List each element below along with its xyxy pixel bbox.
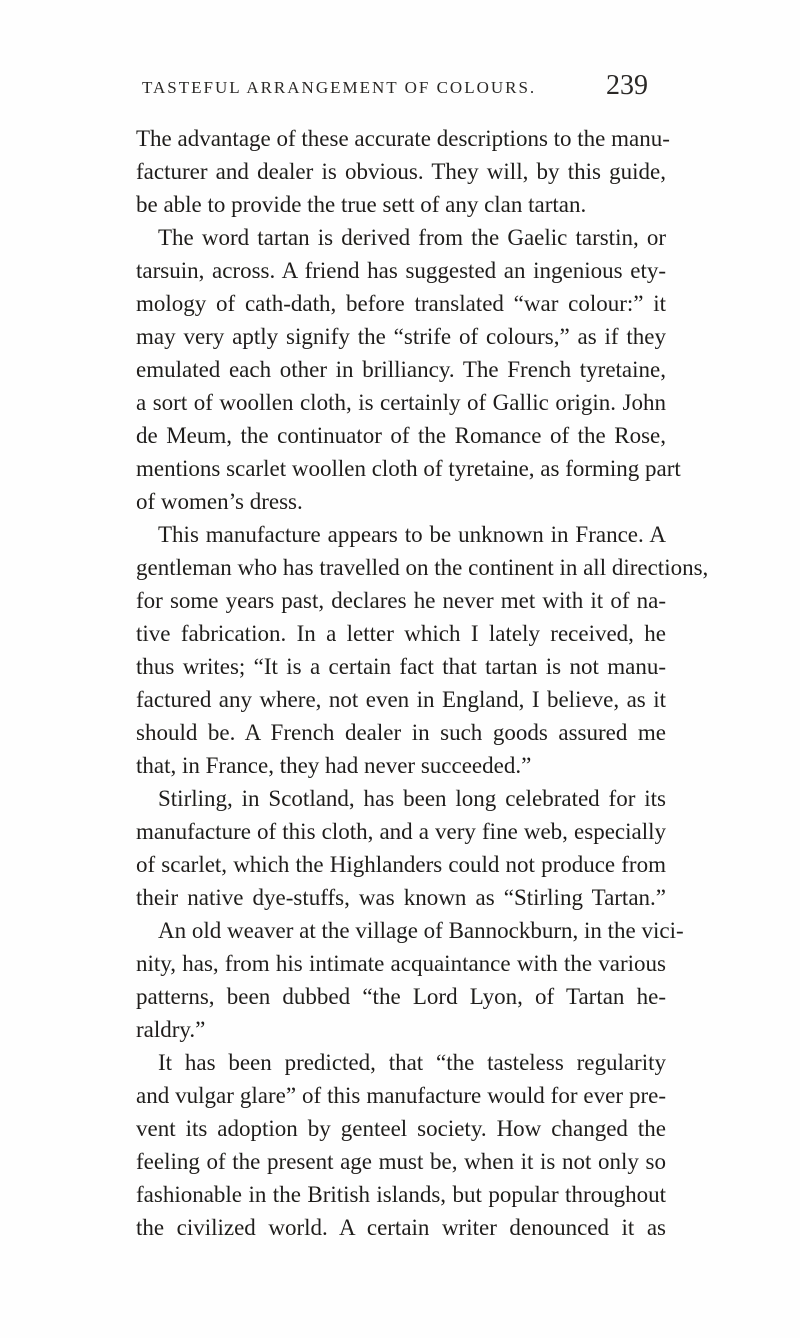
text-line: of women’s dress. — [136, 489, 303, 514]
text-line: manufacture of this cloth, and a very fine web, especially — [136, 819, 666, 844]
text-line: for some years past, declares he never met with it of na- — [136, 588, 666, 613]
text-line: The word tartan is derived from the Gaelic tarstin, or — [158, 225, 666, 250]
text-line: their native dye-stuffs, was known as “Stirling Tartan.” — [136, 885, 666, 910]
page-number: 239 — [606, 70, 648, 101]
text-line: It has been predicted, that “the tasteless regularity — [158, 1050, 666, 1075]
text-line: emulated each other in brilliancy. The French tyretaine, — [136, 357, 666, 382]
text-line: patterns, been dubbed “the Lord Lyon, of Tartan he- — [136, 984, 666, 1009]
text-line: of scarlet, which the Highlanders could not produce from — [136, 852, 666, 877]
text-line: the civilized world. A certain writer denounced it as — [136, 1215, 666, 1240]
text-line: a sort of woollen cloth, is certainly of Gallic origin. John — [136, 390, 666, 415]
text-line: fashionable in the British islands, but popular throughout — [136, 1182, 666, 1207]
text-line: should be. A French dealer in such goods assured me — [136, 720, 666, 745]
text-line: thus writes; “It is a certain fact that tartan is not manu- — [136, 654, 666, 679]
text-line: tive fabrication. In a letter which I lately received, he — [136, 621, 666, 646]
text-line: tarsuin, across. A friend has suggested an ingenious ety- — [136, 258, 666, 283]
text-line: gentleman who has travelled on the continent in all directions, — [136, 555, 709, 580]
text-line: This manufacture appears to be unknown in France. A — [158, 522, 666, 547]
text-line: raldry.” — [136, 1017, 206, 1042]
text-line: factured any where, not even in England, I believe, as it — [136, 687, 666, 712]
text-line: and vulgar glare” of this manufacture would for ever pre- — [136, 1083, 666, 1108]
text-line: facturer and dealer is obvious. They will, by this guide, — [136, 159, 666, 184]
text-line: mentions scarlet woollen cloth of tyretaine, as forming part — [136, 456, 681, 481]
running-head: TASTEFUL ARRANGEMENT OF COLOURS. — [142, 78, 537, 97]
text-line: that, in France, they had never succeeded.” — [136, 753, 532, 778]
text-line: may very aptly signify the “strife of colours,” as if they — [136, 324, 666, 349]
text-line: mology of cath-dath, before translated “war colour:” it — [136, 291, 666, 316]
text-line: de Meum, the continuator of the Romance of the Rose, — [136, 423, 666, 448]
text-line: The advantage of these accurate descriptions to the manu- — [136, 126, 670, 151]
text-line: nity, has, from his intimate acquaintance with the various — [136, 951, 666, 976]
text-line: Stirling, in Scotland, has been long celebrated for its — [158, 786, 666, 811]
text-line: feeling of the present age must be, when it is not only so — [136, 1149, 666, 1174]
text-line: vent its adoption by genteel society. How changed the — [136, 1116, 666, 1141]
text-line: be able to provide the true sett of any clan tartan. — [136, 192, 587, 217]
text-line: An old weaver at the village of Bannockburn, in the vici- — [158, 918, 684, 943]
